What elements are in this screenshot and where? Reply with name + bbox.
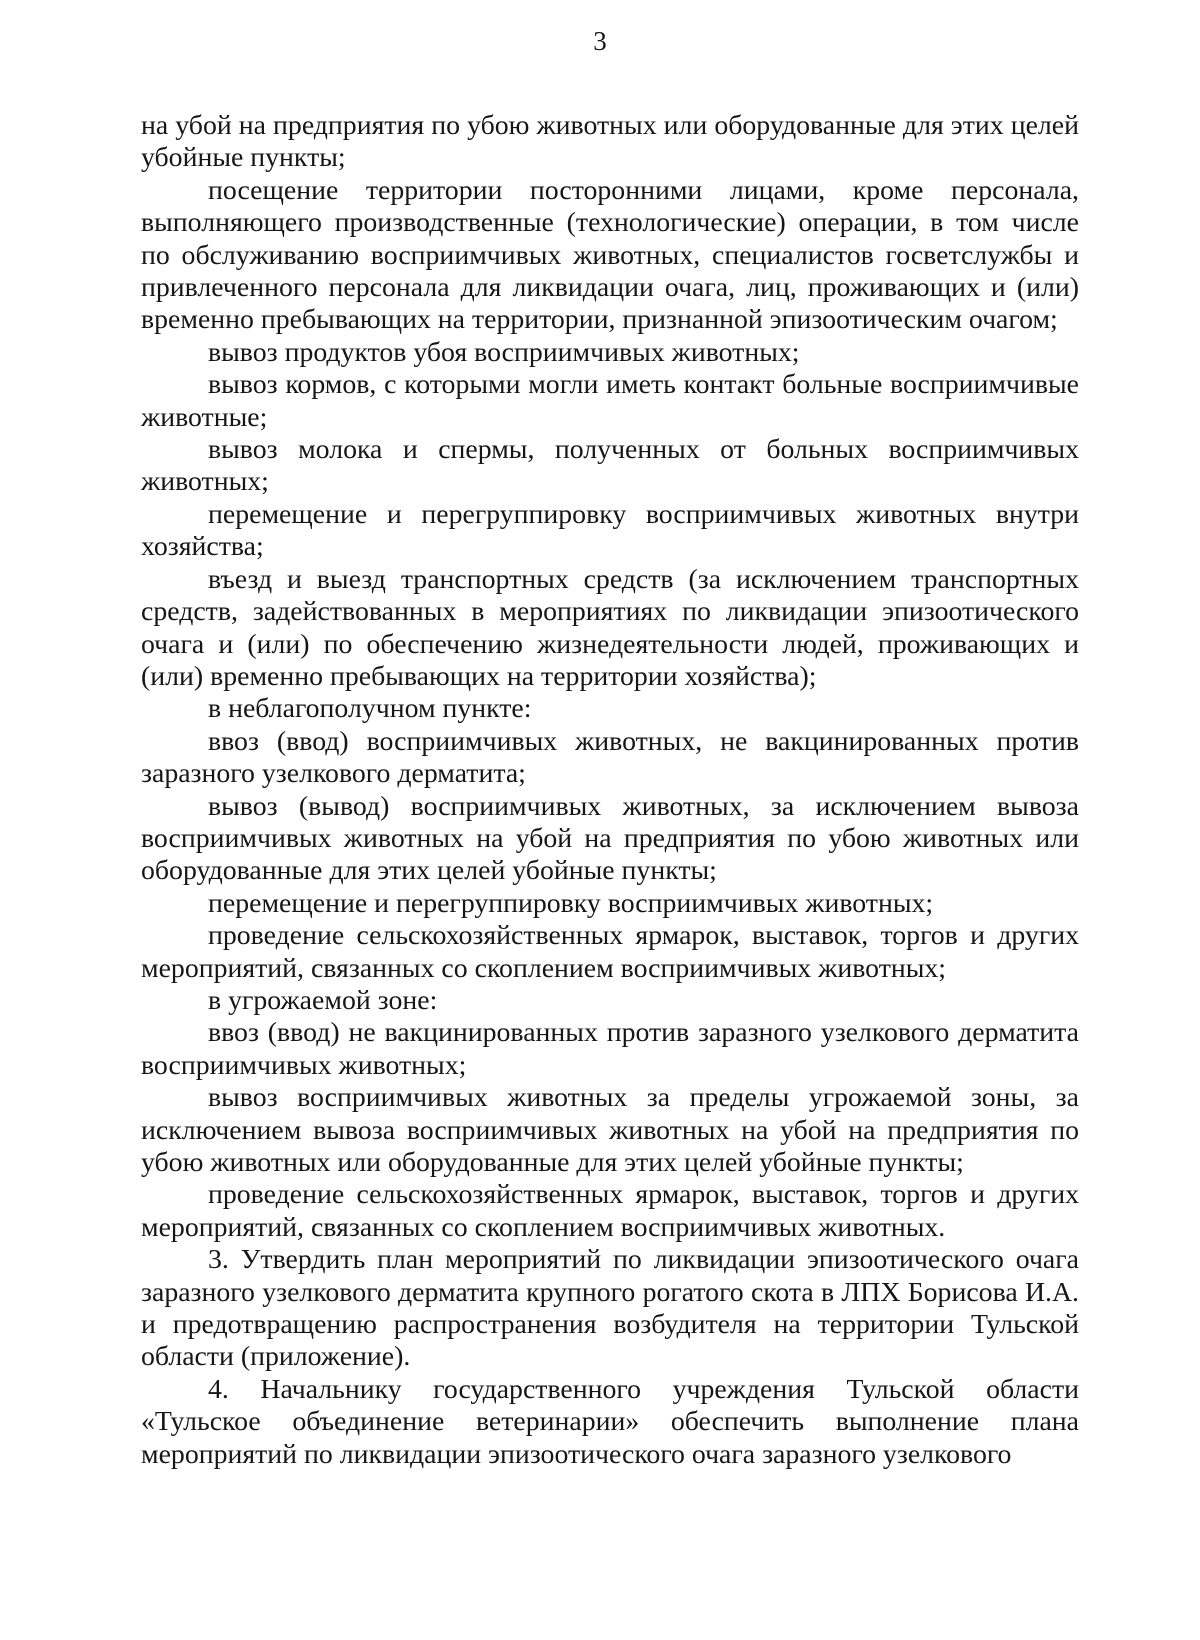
paragraph-export-animals: вывоз (вывод) восприимчивых животных, за исключением вывоза восприимчивых животных на убой на предприятия по убою животных или оборудованные для этих целей убойные пункты; [141,790,1079,887]
paragraph-import-unvaccinated: ввоз (ввод) восприимчивых животных, не вакцинированных против заразного узелкового дерматита; [141,725,1079,790]
paragraph-slaughter-products: вывоз продуктов убоя восприимчивых животных; [208,336,800,368]
paragraph-visit-restriction: посещение территории посторонними лицами, кроме персонала, выполняющего производственные (технологические) операции, в том числе по обслуживанию восприимчивых животных, специалистов госветслужбы и привлеченного персонала для ликвидации очага, лиц, проживающих и (или) временно пребывающих на территории, признанной эпизоотическим очагом; [141,174,1079,336]
page-number: 3 [593,26,607,56]
paragraph-vehicles: въезд и выезд транспортных средств (за исключением транспортных средств, задействованных в мероприятиях по ликвидации эпизоотического очага и (или) по обеспечению жизнедеятельности людей, проживающих и (или) временно пребывающих на территории хозяйства); [141,563,1079,692]
paragraph-fairs-threatened-zone: проведение сельскохозяйственных ярмарок, выставок, торгов и других мероприятий, связанных со скоплением восприимчивых животных. [141,1179,1079,1243]
paragraph-regrouping: перемещение и перегруппировку восприимчивых животных; [208,887,934,919]
paragraph-fairs-unsafe-point: проведение сельскохозяйственных ярмарок, выставок, торгов и других мероприятий, связанных со скоплением восприимчивых животных; [141,920,1079,984]
paragraph-regrouping-farm: перемещение и перегруппировку восприимчивых животных внутри хозяйства; [141,498,1079,563]
paragraph-item-4: 4. Начальнику государственного учреждения Тульской области «Тульское объединение ветеринарии» обеспечить выполнение плана мероприятий по ликвидации эпизоотического очага заразного узелкового [141,1373,1079,1470]
paragraph-unsafe-point-heading: в неблагополучном пункте: [208,693,532,725]
paragraph-export-threatened-zone: вывоз восприимчивых животных за пределы угрожаемой зоны, за исключением вывоза восприимчивых животных на убой на предприятия по убою животных или оборудованные для этих целей убойные пункты; [141,1082,1079,1178]
paragraph-import-threatened-zone: ввоз (ввод) не вакцинированных против заразного узелкового дерматита восприимчивых животных; [141,1017,1079,1081]
paragraph-milk-semen: вывоз молока и спермы, полученных от больных восприимчивых животных; [141,434,1079,498]
paragraph-item-3: 3. Утвердить план мероприятий по ликвидации эпизоотического очага заразного узелкового дерматита крупного рогатого скота в ЛПХ Борисова И.А. и предотвращению распространения возбудителя на территории Тульской области (приложение). [141,1244,1079,1373]
document-body [141,110,1079,1471]
paragraph-continuation: на убой на предприятия по убою животных или оборудованные для этих целей убойные пункты; [141,110,1079,174]
paragraph-threatened-zone-heading: в угрожаемой зоне: [208,984,438,1016]
paragraph-feed-removal: вывоз кормов, с которыми могли иметь контакт больные восприимчивые животные; [141,369,1079,433]
